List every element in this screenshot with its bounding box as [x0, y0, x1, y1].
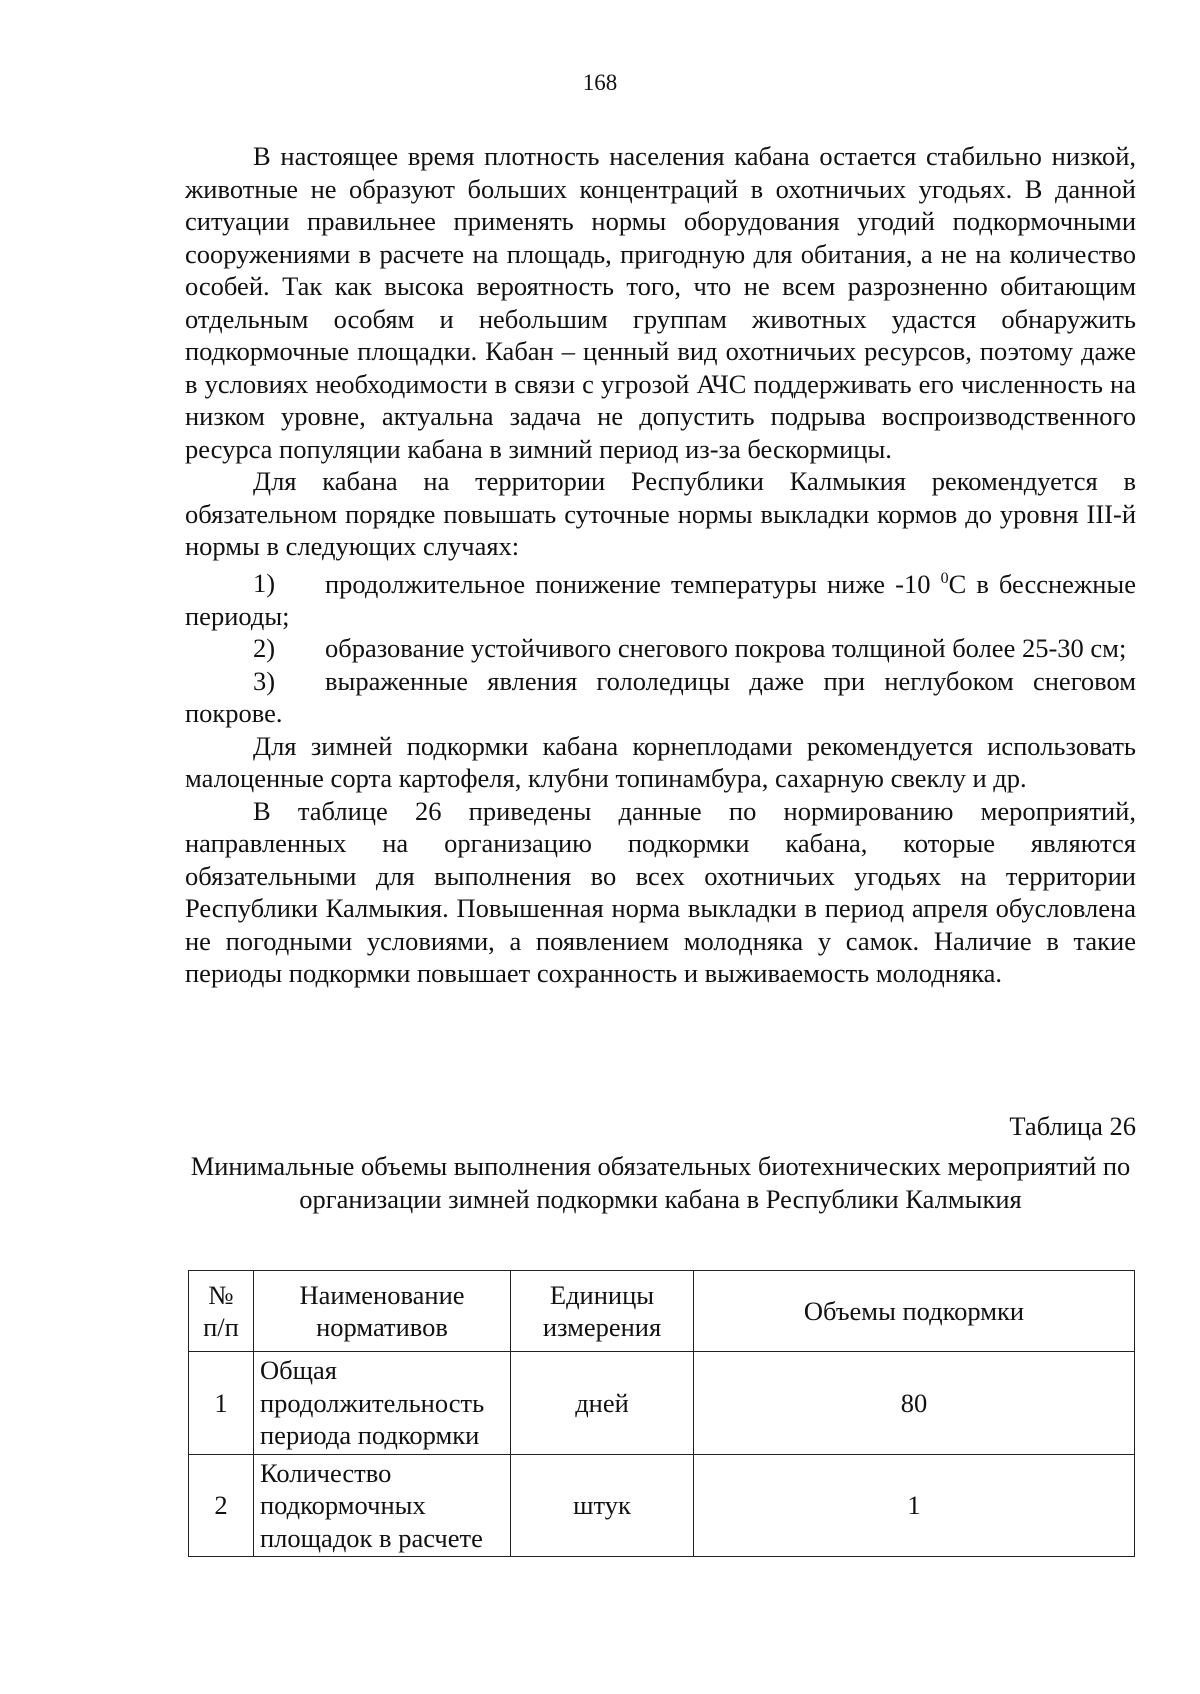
- list-item-text: выраженные явления гололедицы даже при неглубоком снеговом покрове.: [185, 665, 1136, 729]
- data-table: [188, 1270, 1135, 1557]
- cell-name: Количество подкормочных площадок в расчете: [254, 1454, 511, 1557]
- list-item-number: 3): [253, 665, 276, 696]
- page-number: 168: [582, 70, 618, 95]
- table-header-row: [189, 1271, 1135, 1352]
- paragraph-1: В настоящее время плотность населения кабана остается стабильно низкой, животные не образуют больших концентраций в охотничьих угодьях. В данной ситуации правильнее применять нормы оборудования угодий подкормочными сооружениями в расчете на площадь, пригодную для обитания, а не на количество особей. Так как высока вероятность того, что не всем разрозненно обитающим отдельным особям и небольшим группам животных удастся обнаружить подкормочные площадки. Кабан – ценный вид охотничьих ресурсов, поэтому даже в условиях необходимости в связи с угрозой АЧС поддерживать его численность на низком уровне, актуальна задача не допустить подрыва воспроизводственного ресурса популяции кабана в зимний период из-за бескормицы.: [185, 141, 1136, 464]
- list-item-text-end: С в бесснежные периоды;: [185, 568, 1136, 631]
- cell-num: 2: [189, 1454, 254, 1557]
- degree-sup: 0: [940, 569, 949, 587]
- table-title: Минимальные объемы выполнения обязательных биотехнических мероприятий по организации зимней подкормки кабана в Республики Калмыкия: [190, 1151, 1131, 1214]
- table-label: Таблица 26: [1009, 1111, 1136, 1141]
- header-unit: Единицы измерения: [511, 1271, 694, 1352]
- list-item-text: образование устойчивого снегового покрова толщиной более 25-30 см;: [325, 633, 1127, 664]
- cell-num: 1: [189, 1352, 254, 1455]
- table-row: [189, 1352, 1135, 1455]
- cell-unit: дней: [511, 1352, 694, 1455]
- cell-unit: штук: [511, 1454, 694, 1557]
- cell-name: Общая продолжительность периода подкормки: [254, 1352, 511, 1455]
- header-name: Наименование нормативов: [254, 1271, 511, 1352]
- list-item-2: [185, 632, 1136, 665]
- list-item-3: [185, 665, 1136, 730]
- table-row: [189, 1454, 1135, 1557]
- cell-value: 80: [694, 1352, 1135, 1455]
- header-num: № п/п: [189, 1271, 254, 1352]
- list-item-1: [185, 563, 1136, 633]
- list-item-number: 1): [253, 568, 276, 599]
- header-value: Объемы подкормки: [694, 1271, 1135, 1352]
- paragraph-4: В таблице 26 приведены данные по нормированию мероприятий, направленных на организацию подкормки кабана, которые являются обязательными для выполнения во всех охотничьих угодьях на территории Республики Калмыкия. Повышенная норма выкладки в период апреля обусловлена не погодными условиями, а появлением молодняка у самок. Наличие в такие периоды подкормки повышает сохранность и выживаемость молодняка.: [185, 795, 1136, 989]
- paragraph-2: Для кабана на территории Республики Калмыкия рекомендуется в обязательном порядке повышать суточные нормы выкладки кормов до уровня III-й нормы в следующих случаях:: [185, 466, 1136, 561]
- paragraph-3: Для зимней подкормки кабана корнеплодами рекомендуется использовать малоценные сорта картофеля, клубни топинамбура, сахарную свеклу и др.: [185, 730, 1136, 794]
- body-text: [185, 140, 1136, 990]
- cell-value: 1: [694, 1454, 1135, 1557]
- list-item-number: 2): [253, 633, 276, 664]
- list-item-text: продолжительное понижение температуры ниже -10: [325, 568, 941, 599]
